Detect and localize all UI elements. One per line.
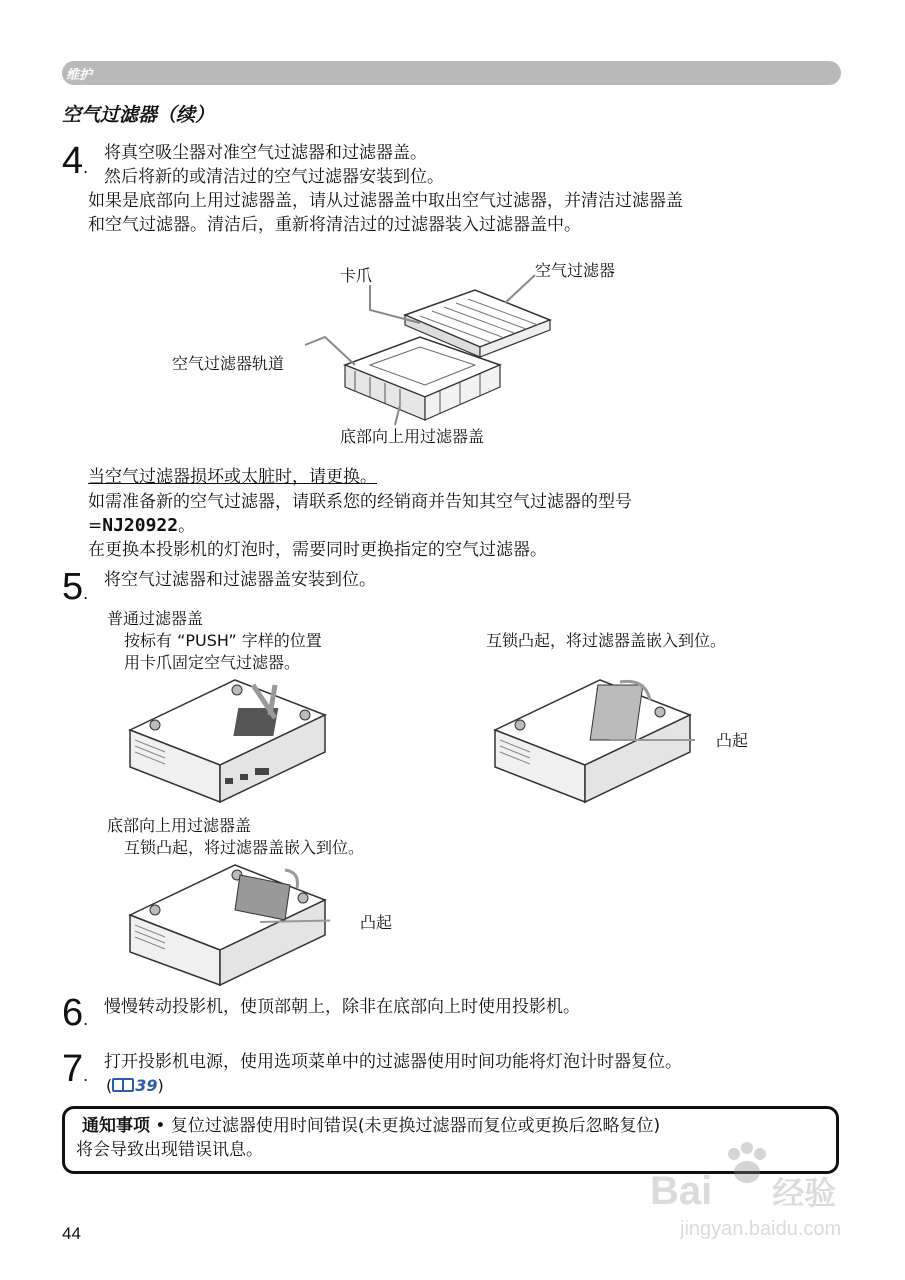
step-6-text: 慢慢转动投影机，使顶部朝上，除非在底部向上时使用投影机。 (104, 997, 580, 1017)
projector-bottom-cover-illustration (125, 860, 330, 990)
notice-line-2: 将会导致出现错误讯息。 (76, 1140, 263, 1160)
watermark-url: jingyan.baidu.com (680, 1218, 842, 1240)
notice-label: 通知事项 (82, 1116, 150, 1136)
step-4-line-1: 将真空吸尘器对准空气过滤器和过滤器盖。 (104, 143, 427, 163)
interlock-text-right: 互锁凸起，将过滤器盖嵌入到位。 (486, 631, 727, 650)
replace-lamp-line: 在更换本投影机的灯泡时，需要同时更换指定的空气过滤器。 (88, 540, 547, 560)
label-bottom-cover: 底部向上用过滤器盖 (340, 427, 485, 446)
step-7-text: 打开投影机电源，使用选项菜单中的过滤器使用时间功能将灯泡计时器复位。 (104, 1052, 682, 1072)
reference-page-number[interactable]: 39 (135, 1076, 158, 1095)
bottom-cover-line-1: 互锁凸起，将过滤器盖嵌入到位。 (124, 838, 365, 857)
step-6-number: 6. (62, 992, 89, 1034)
section-header-label: 维护 (66, 68, 93, 83)
replace-warning: 当空气过滤器损坏或太脏时，请更换。 (88, 467, 377, 487)
bottom-cover-title: 底部向上用过滤器盖 (107, 816, 252, 835)
filter-exploded-diagram (300, 265, 600, 445)
replace-contact-line: 如需准备新的空气过滤器，请联系您的经销商并告知其空气过滤器的型号 (88, 492, 632, 512)
label-air-filter: 空气过滤器 (535, 261, 616, 280)
notice-line-1: 通知事项 • 复位过滤器使用时间错误(未更换过滤器而复位或更换后忽略复位) (82, 1116, 661, 1136)
projector-interlock-illustration (490, 670, 695, 810)
bump-label-bottom: 凸起 (360, 913, 393, 932)
step-4-line-4: 和空气过滤器。清洁后，重新将清洁过的过滤器装入过滤器盖中。 (88, 215, 581, 235)
normal-cover-line-1: 按标有 “PUSH” 字样的位置 (124, 631, 322, 650)
watermark-brand: Bai 经验 (650, 1169, 837, 1213)
step-4-line-3: 如果是底部向上用过滤器盖，请从过滤器盖中取出空气过滤器，并清洁过滤器盖 (88, 191, 683, 211)
page-title: 空气过滤器（续） (62, 104, 215, 126)
label-claw: 卡爪 (340, 266, 373, 285)
page-number: 44 (62, 1224, 81, 1243)
book-icon (112, 1078, 134, 1092)
section-header-bar (62, 61, 841, 85)
replace-model-line: =NJ20922。 (88, 515, 196, 536)
step-5-number: 5. (62, 566, 89, 608)
normal-cover-line-2: 用卡爪固定空气过滤器。 (124, 653, 301, 672)
filter-model-number: NJ20922 (102, 515, 179, 536)
step-5-text: 将空气过滤器和过滤器盖安装到位。 (104, 570, 376, 590)
step-7-reference[interactable]: ( 39) (106, 1076, 164, 1095)
projector-normal-cover-illustration (125, 670, 330, 810)
normal-cover-title: 普通过滤器盖 (107, 609, 204, 628)
bump-label-right: 凸起 (716, 731, 749, 750)
step-7-number: 7. (62, 1048, 89, 1090)
step-4-line-2: 然后将新的或清洁过的空气过滤器安装到位。 (104, 167, 444, 187)
label-filter-rail: 空气过滤器轨道 (172, 354, 285, 373)
step-4-number: 4. (62, 140, 89, 182)
